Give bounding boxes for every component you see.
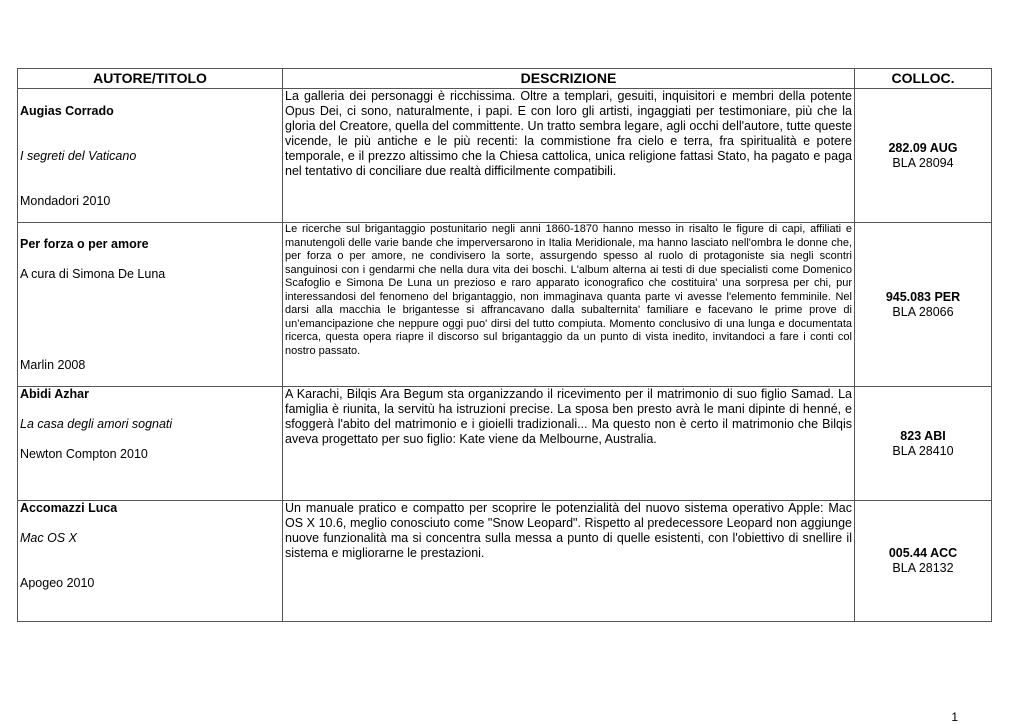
author-name: Augias Corrado (20, 104, 114, 118)
header-location: COLLOC. (855, 69, 992, 89)
header-row (18, 69, 992, 89)
header-description: DESCRIZIONE (283, 69, 855, 89)
book-title: I segreti del Vaticano (20, 149, 137, 163)
table-row (18, 223, 992, 387)
author-cell (18, 501, 283, 622)
publisher: Mondadori 2010 (20, 194, 111, 208)
location-cell (855, 223, 992, 387)
location-cell (855, 501, 992, 622)
page-number: 1 (951, 710, 958, 724)
author-cell (18, 89, 283, 223)
shelf-code: 823 ABI (900, 428, 946, 443)
location-cell (855, 387, 992, 501)
description-cell: Un manuale pratico e compatto per scoprire le potenzialità del nuovo sistema operativo Apple: Mac OS X 10.6, meglio conosciuto come "Snow Leopard". Rispetto al predecessore Leopard non aggiunge nuove funzionalità ma si concentra sulla messa a punto di quelle esistenti, con l'obiettivo di snellire il sistema e migliorarne le prestazioni. (283, 501, 855, 622)
header-author: AUTORE/TITOLO (18, 69, 283, 89)
author-name: Per forza o per amore (20, 237, 149, 251)
description-cell: Le ricerche sul brigantaggio postunitario negli anni 1860-1870 hanno messo in risalto le figure di capi, affiliati e manutengoli delle varie bande che imperversarono in Italia Meridionale, ma hanno lasciato nell'ombra le donne che, per forza o per amore, ne condivisero la sorte, assurgendo spesso al ruolo di protagoniste sia negli scontri sanguinosi con i gendarmi che nella dura vita dei boschi. L'album alterna ai testi di due specialisti come Domenico Scafoglio e Simona De Luna un prezioso e raro apparato iconografico che costituira' una sorpresa per chi, pur interessandosi del fenomeno del brigantaggio, non immaginava quanta parte vi avesse l'elemento femminile. Nel darsi alla macchia le brigantesse si affrancavano dalla subalternita' familiare e facevano le prime prove di un'emancipazione che neppure oggi puo' dirsi del tutto compiuta. Momento conclusivo di una lunga e documentata ricerca, questa opera riapre il discorso sul brigantaggio da un punto di vista inedito, invitandoci a fare i conti col nostro passato. (283, 223, 855, 387)
table-row (18, 89, 992, 223)
inventory-number: BLA 28094 (892, 155, 954, 170)
shelf-code: 282.09 AUG (888, 140, 958, 155)
table-row (18, 387, 992, 501)
author-name: Accomazzi Luca (20, 501, 118, 515)
author-cell (18, 223, 283, 387)
book-title: A cura di Simona De Luna (20, 267, 166, 281)
description-cell: A Karachi, Bilqis Ara Begum sta organizzando il ricevimento per il matrimonio di suo figlio Samad. La famiglia è riunita, la servitù ha istruzioni precise. La sposa ben presto avrà le mani dipinte di henné, e sfoggerà l'abito del matrimonio e i gioielli tradizionali... Ma questo non è certo il matrimonio che Bilqis aveva progettato per suo figlio: Kate viene da Melbourne, Australia. (283, 387, 855, 501)
inventory-number: BLA 28410 (892, 443, 954, 458)
table-row (18, 501, 992, 622)
inventory-number: BLA 28066 (892, 304, 954, 319)
location-cell (855, 89, 992, 223)
publisher: Apogeo 2010 (20, 576, 95, 590)
author-name: Abidi Azhar (20, 387, 89, 401)
shelf-code: 005.44 ACC (888, 546, 958, 560)
inventory-number: BLA 28132 (892, 561, 954, 575)
author-cell (18, 387, 283, 501)
description-cell: La galleria dei personaggi è ricchissima. Oltre a templari, gesuiti, inquisitori e membri della potente Opus Dei, ci sono, naturalmente, i papi. E con loro gli artisti, ingaggiati per testimoniare, più che la gloria del Creatore, quella del committente. Un tratto sembra legare, agli occhi dell'autore, tutte queste vicende, le più antiche e le più recenti: la commistione fra cielo e terra, fra spiritualità e potere temporale, e il prezzo altissimo che la Chiesa cattolica, unica religione fattasi Stato, ha pagato e paga nel tentativo di conciliare due realtà difficilmente compatibili. (283, 89, 855, 223)
shelf-code: 945.083 PER (885, 289, 961, 304)
publisher: Marlin 2008 (20, 358, 86, 372)
publisher: Newton Compton 2010 (20, 447, 148, 461)
book-title: La casa degli amori sognati (20, 417, 173, 431)
book-title: Mac OS X (20, 531, 77, 545)
catalog-table (17, 68, 992, 622)
